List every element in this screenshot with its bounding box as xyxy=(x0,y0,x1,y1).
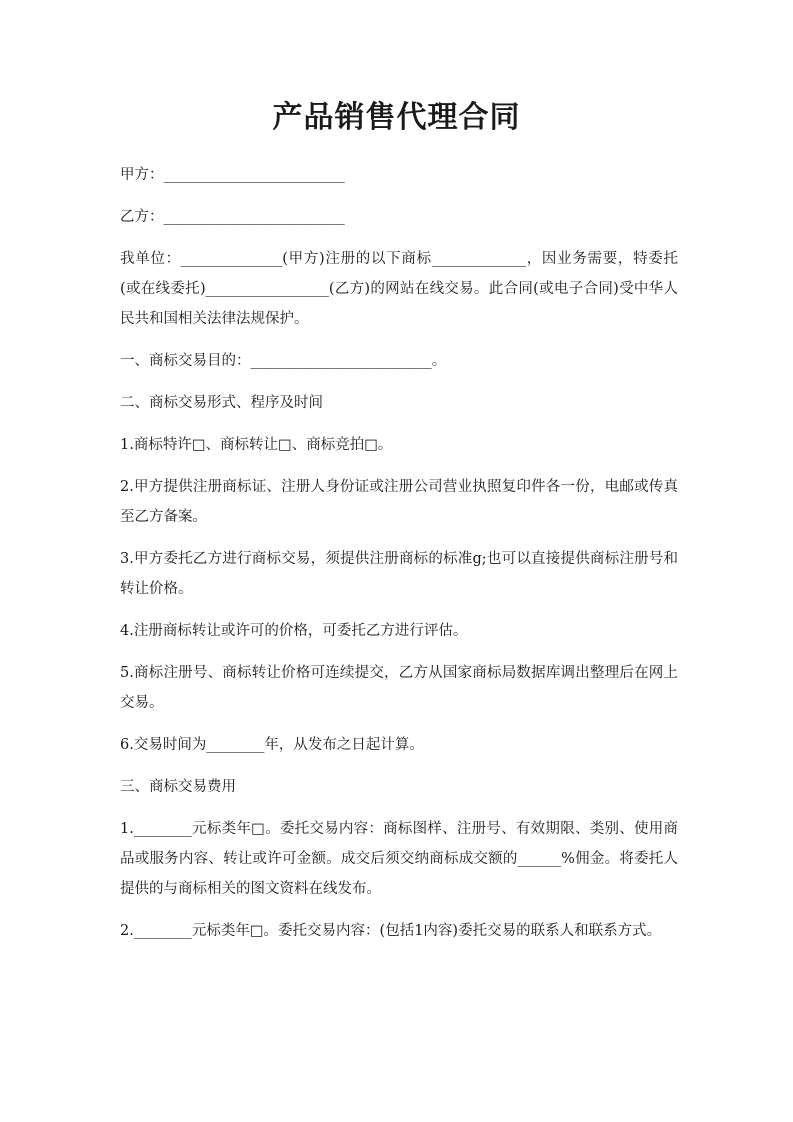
section-2-item-5: 5.商标注册号、商标转让价格可连续提交，乙方从国家商标局数据库调出整理后在网上交易。 xyxy=(120,665,678,711)
section-3-heading: 三、商标交易费用 xyxy=(120,779,236,795)
party-a-line: 甲方：_________________________ xyxy=(120,167,345,183)
section-2-item-6: 6.交易时间为________年，从发布之日起计算。 xyxy=(120,737,424,753)
section-2-item-1: 1.商标特许□、商标转让□、商标竞拍□。 xyxy=(120,437,393,453)
section-3-item-1: 1.________元标类年□。委托交易内容：商标图样、注册号、有效期限、类别、使用商品或服务内容、转让或许可金额。成交后须交纳商标成交额的______%佣金。将委托人提供的与商标相关的图文资料在线发布。 xyxy=(120,821,678,897)
party-b-line: 乙方：_________________________ xyxy=(120,209,345,225)
section-2-item-3: 3.甲方委托乙方进行商标交易，须提供注册商标的标准g;也可以直接提供商标注册号和转让价格。 xyxy=(120,551,678,597)
intro-paragraph: 我单位：______________(甲方)注册的以下商标_____________，因业务需要，特委托(或在线委托)_________________(乙方)的网站在线交易。此合同(或电子合同)受中华人民共和国相关法律法规保护。 xyxy=(120,251,678,327)
document-body xyxy=(120,160,678,958)
section-2-item-2: 2.甲方提供注册商标证、注册人身份证或注册公司营业执照复印件各一份，电邮或传真至乙方备案。 xyxy=(120,479,678,525)
section-1-purpose: 一、商标交易目的：_________________________。 xyxy=(120,353,447,369)
document-title: 产品销售代理合同 xyxy=(272,100,521,135)
section-3-item-2: 2.________元标类年□。委托交易内容：(包括1内容)委托交易的联系人和联系方式。 xyxy=(120,923,662,939)
section-2-item-4: 4.注册商标转让或许可的价格，可委托乙方进行评估。 xyxy=(120,623,468,639)
section-2-heading: 二、商标交易形式、程序及时间 xyxy=(120,395,323,411)
